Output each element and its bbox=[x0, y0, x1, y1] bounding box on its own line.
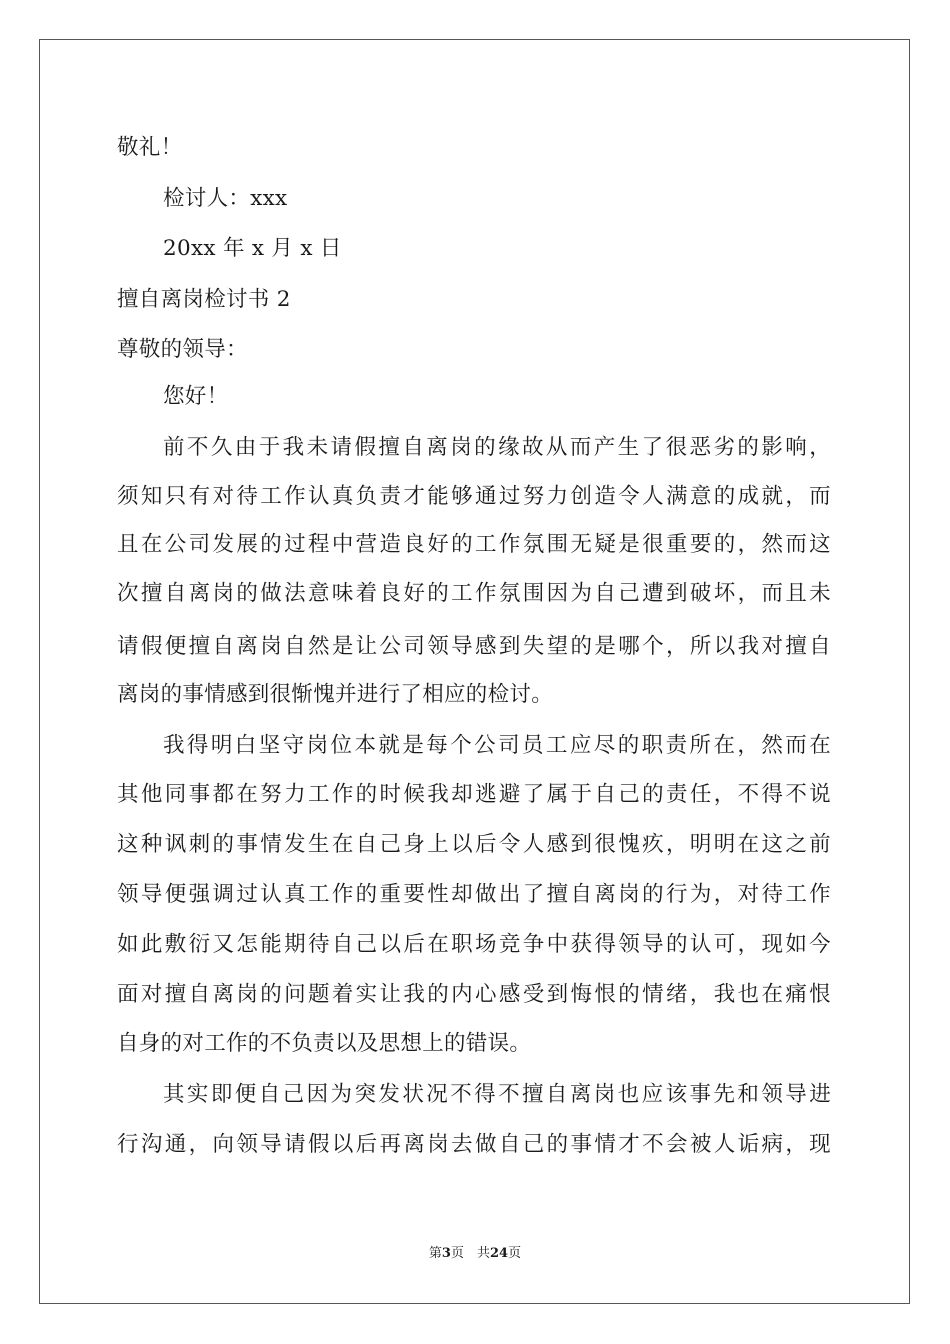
greeting-hello: 您好！ bbox=[163, 384, 229, 409]
paragraph-line: 这种讽刺的事情发生在自己身上以后令人感到很愧疚，明明在这之前 bbox=[117, 832, 831, 857]
paragraph-line: 且在公司发展的过程中营造良好的工作氛围无疑是很重要的，然而这 bbox=[117, 532, 831, 557]
paragraph-line: 其实即便自己因为突发状况不得不擅自离岗也应该事先和领导进 bbox=[163, 1082, 831, 1107]
page-suffix: 页 bbox=[508, 1246, 522, 1261]
total-pages-number: 24 bbox=[489, 1246, 509, 1261]
closing-salutation: 敬礼！ bbox=[117, 135, 183, 160]
date-line: 20xx 年 x 月 x 日 bbox=[163, 236, 342, 261]
paragraph-line: 如此敷衍又怎能期待自己以后在职场竞争中获得领导的认可，现如今 bbox=[117, 932, 831, 957]
paragraph-line: 其他同事都在努力工作的时候我却逃避了属于自己的责任，不得不说 bbox=[117, 782, 831, 807]
paragraph-line: 领导便强调过认真工作的重要性却做出了擅自离岗的行为，对待工作 bbox=[117, 882, 831, 907]
paragraph-line: 次擅自离岗的做法意味着良好的工作氛围因为自己遭到破坏，而且未 bbox=[117, 581, 831, 606]
section-title: 擅自离岗检讨书 2 bbox=[117, 287, 291, 312]
greeting-recipient: 尊敬的领导： bbox=[117, 337, 248, 362]
page-border bbox=[39, 39, 910, 1304]
paragraph-line: 请假便擅自离岗自然是让公司领导感到失望的是哪个，所以我对擅自 bbox=[117, 634, 831, 659]
paragraph-line: 面对擅自离岗的问题着实让我的内心感受到悔恨的情绪，我也在痛恨 bbox=[117, 982, 831, 1007]
page-prefix: 第 bbox=[428, 1246, 442, 1261]
current-page-number: 3 bbox=[441, 1246, 451, 1261]
paragraph-line: 自身的对工作的不负责以及思想上的错误。 bbox=[117, 1031, 532, 1056]
signature-line: 检讨人：xxx bbox=[163, 186, 288, 211]
paragraph-line: 前不久由于我未请假擅自离岗的缘故从而产生了很恶劣的影响， bbox=[163, 435, 831, 460]
page-footer bbox=[0, 1245, 950, 1263]
paragraph-line: 离岗的事情感到很惭愧并进行了相应的检讨。 bbox=[117, 682, 554, 707]
paragraph-line: 须知只有对待工作认真负责才能够通过努力创造令人满意的成就，而 bbox=[117, 484, 831, 509]
paragraph-line: 我得明白坚守岗位本就是每个公司员工应尽的职责所在，然而在 bbox=[163, 733, 831, 758]
paragraph-line: 行沟通，向领导请假以后再离岗去做自己的事情才不会被人诟病，现 bbox=[117, 1132, 831, 1157]
page-mid-text: 页 共 bbox=[450, 1246, 490, 1261]
